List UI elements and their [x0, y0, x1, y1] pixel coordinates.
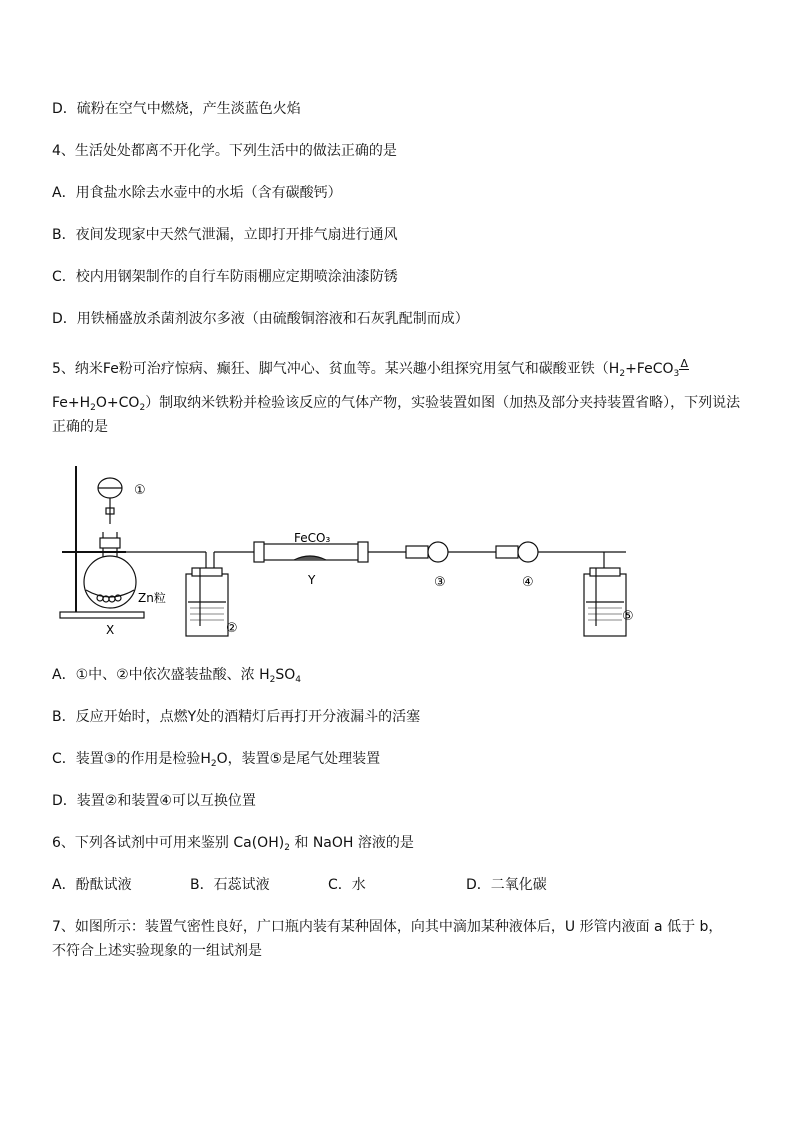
q5-option-a: A．①中、②中依次盛装盐酸、浓 $H_2SO_4$ — [52, 667, 302, 685]
q7-stem-line2: 不符合上述实验现象的一组试剂是 — [52, 943, 262, 959]
q5-option-c: C．装置③的作用是检验$H_2O$，装置⑤是尾气处理装置 — [52, 751, 381, 769]
q4-option-b: B．夜间发现家中天然气泄漏，立即打开排气扇进行通风 — [52, 227, 398, 243]
heating-delta-symbol: Δ — [680, 357, 689, 370]
q6-option-c: C．水 — [328, 877, 366, 893]
label-4: ④ — [522, 575, 534, 590]
q5-option-d: D．装置②和装置④可以互换位置 — [52, 793, 256, 809]
q4-option-c: C．校内用钢架制作的自行车防雨棚应定期喷涂油漆防锈 — [52, 269, 398, 285]
label-1: ① — [134, 483, 146, 498]
q6-option-b: B．石蕊试液 — [190, 877, 270, 893]
apparatus-diagram — [56, 462, 636, 642]
q4-option-a: A．用食盐水除去水壶中的水垢（含有碳酸钙） — [52, 185, 342, 201]
q6-options — [52, 876, 752, 896]
q6-option-d: D．二氧化碳 — [466, 877, 547, 893]
q6-stem: 6、下列各试剂中可用来鉴别 $Ca(OH)_2$ 和 NaOH 溶液的是 — [52, 835, 414, 853]
q4-stem: 4、生活处处都离不开化学。下列生活中的做法正确的是 — [52, 143, 397, 159]
q5-stem-line1: 5、纳米Fe粉可治疗惊病、癫狂、脚气冲心、贫血等。某兴趣小组探究用氢气和碳酸亚铁（$H_2+FeCO_3\Delta$ — [52, 357, 689, 379]
label-5: ⑤ — [622, 609, 634, 624]
label-x: X — [106, 623, 115, 637]
q7-stem-line1: 7、如图所示：装置气密性良好，广口瓶内装有某种固体，向其中滴加某种液体后，U 形管内液面 a 低于 b， — [52, 919, 723, 935]
q5-stem-line3: 正确的是 — [52, 419, 108, 435]
label-feco3: FeCO₃ — [294, 531, 331, 545]
q5-stem-line2: $Fe+H_2O+CO_2$）制取纳米铁粉并检验该反应的气体产物，实验装置如图（加热及部分夹持装置省略），下列说法 — [52, 395, 741, 413]
q6-option-a: A．酚酞试液 — [52, 877, 132, 893]
q5-option-b: B．反应开始时，点燃Y处的酒精灯后再打开分液漏斗的活塞 — [52, 709, 421, 725]
q4-option-d: D．用铁桶盛放杀菌剂波尔多液（由硫酸铜溶液和石灰乳配制而成） — [52, 311, 469, 327]
label-2: ② — [226, 621, 238, 636]
q3-option-d: D．硫粉在空气中燃烧，产生淡蓝色火焰 — [52, 101, 301, 117]
label-y: Y — [308, 573, 316, 587]
label-3: ③ — [434, 575, 446, 590]
label-zn: Zn粒 — [138, 591, 166, 605]
